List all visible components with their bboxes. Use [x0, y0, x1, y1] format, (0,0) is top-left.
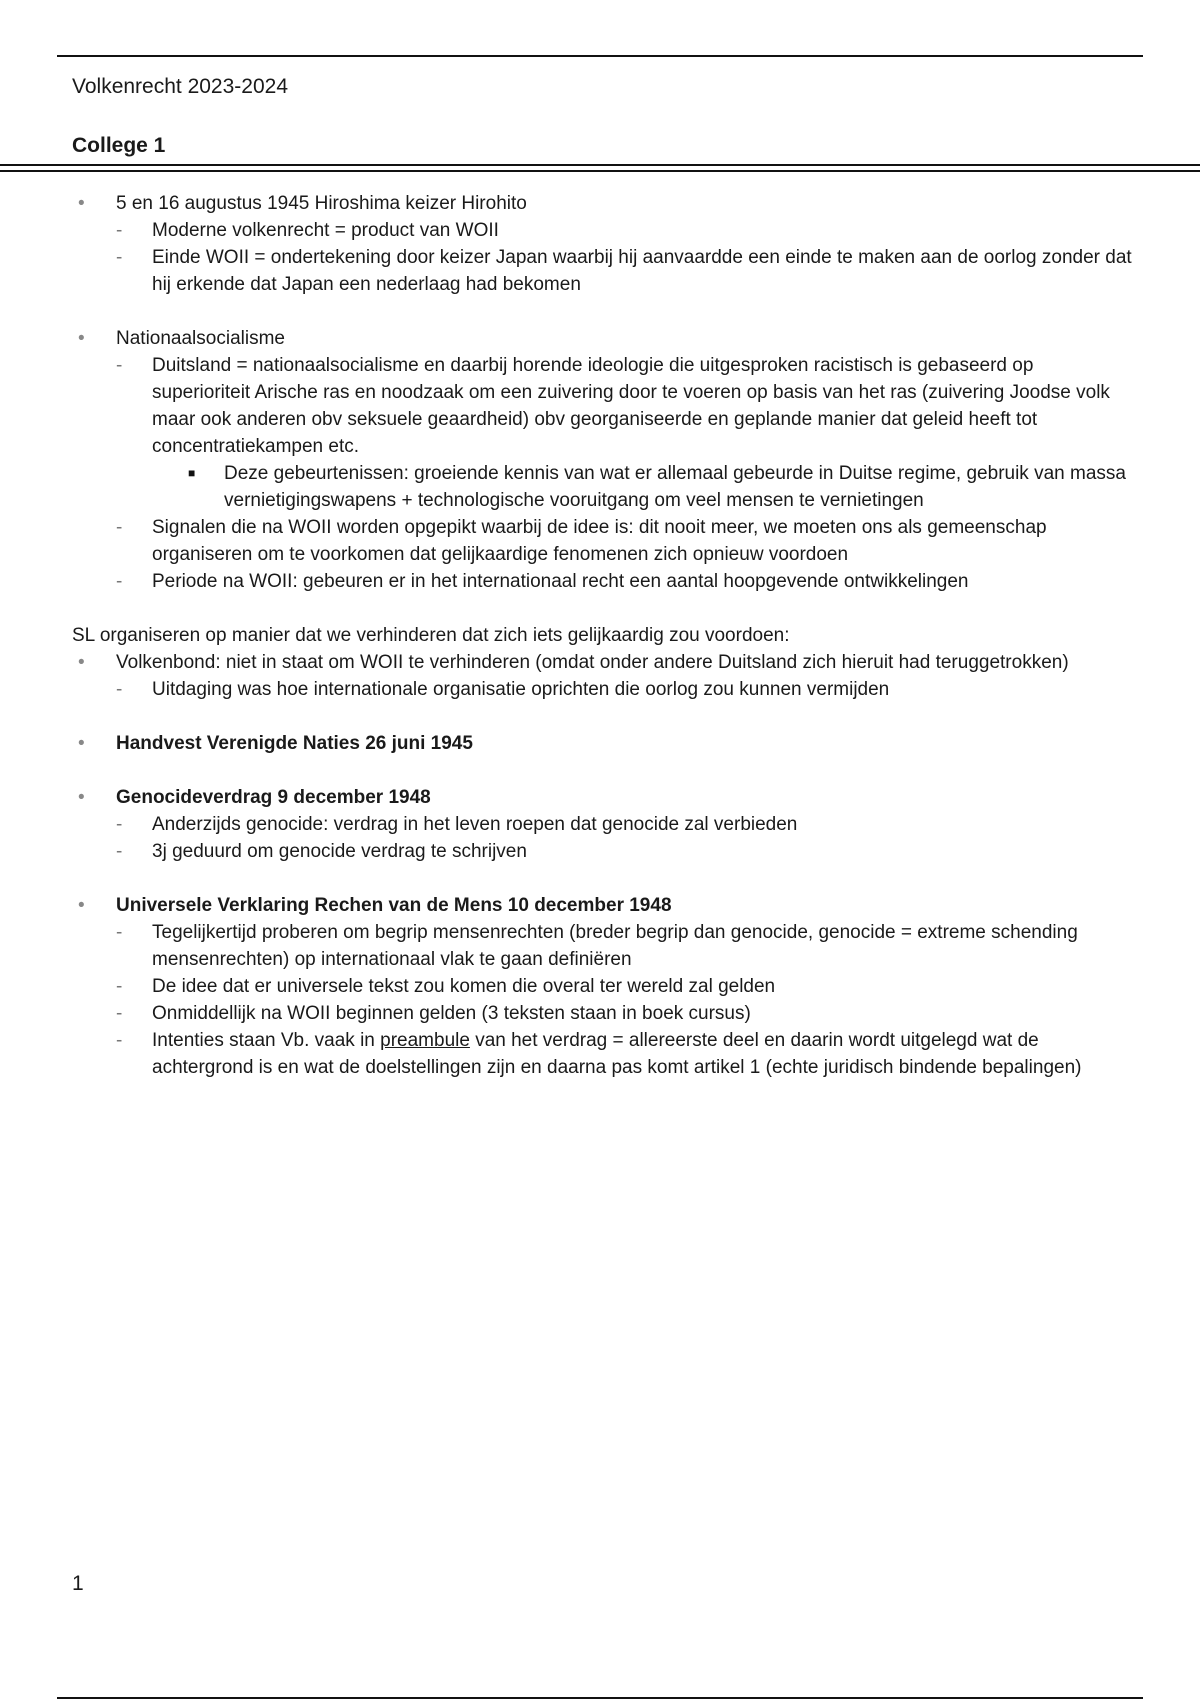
list-item: [72, 811, 1132, 838]
blank-line: [72, 703, 1132, 730]
dash-icon: -: [116, 571, 123, 592]
bullet-icon: •: [78, 652, 85, 673]
bottom-rule: [57, 1697, 1143, 1699]
page-number: 1: [72, 1572, 84, 1595]
dash-icon: -: [116, 814, 123, 835]
item-text: 3j geduurd om genocide verdrag te schrijven: [152, 841, 527, 862]
item-text: Moderne volkenrecht = product van WOII: [152, 220, 499, 241]
dash-icon: -: [116, 355, 123, 376]
blank-line: [72, 595, 1132, 622]
item-text: Tegelijkertijd proberen om begrip mensenrechten (breder begrip dan genocide, genocide = extreme schending mensenrechten) op internationaal vlak te gaan definiëren: [152, 922, 1078, 970]
item-text: 5 en 16 augustus 1945 Hiroshima keizer Hirohito: [116, 193, 527, 214]
dash-icon: -: [116, 841, 123, 862]
list-item: [72, 838, 1132, 865]
list-item: [72, 460, 1132, 514]
item-text: Duitsland = nationaalsocialisme en daarbij horende ideologie die uitgesproken racistisch is gebaseerd op superioriteit Arische ras en noodzaak om een zuivering door te voeren op basis van het ras (zuivering Joodse volk maar ook anderen obv seksuele geaardheid) obv georganiseerde en geplande manier dat geleid heeft tot concentratiekampen etc.: [152, 355, 1110, 457]
square-bullet-icon: ■: [188, 466, 196, 480]
list-item: [72, 649, 1132, 676]
blank-line: [72, 865, 1132, 892]
list-item: [72, 514, 1132, 568]
dash-icon: -: [116, 220, 123, 241]
dash-icon: -: [116, 517, 123, 538]
item-text: Handvest Verenigde Naties 26 juni 1945: [116, 733, 473, 754]
dash-icon: -: [116, 1003, 123, 1024]
bullet-icon: •: [78, 895, 85, 916]
list-item: [72, 244, 1132, 298]
item-text: Einde WOII = ondertekening door keizer Japan waarbij hij aanvaardde een einde te maken aan de oorlog zonder dat hij erkende dat Japan een nederlaag had bekomen: [152, 247, 1132, 295]
item-text: Nationaalsocialisme: [116, 328, 285, 349]
dash-icon: -: [116, 247, 123, 268]
list-item: [72, 352, 1132, 460]
item-text: Volkenbond: niet in staat om WOII te verhinderen (omdat onder andere Duitsland zich hieruit had teruggetrokken): [116, 652, 1069, 673]
list-item: [72, 892, 1132, 919]
item-text: Universele Verklaring Rechen van de Mens 10 december 1948: [116, 895, 672, 916]
document-title: Volkenrecht 2023-2024: [72, 75, 288, 98]
item-text: Periode na WOII: gebeuren er in het internationaal recht een aantal hoopgevende ontwikkelingen: [152, 571, 969, 592]
bullet-icon: •: [78, 193, 85, 214]
list-item: [72, 784, 1132, 811]
dash-icon: -: [116, 976, 123, 997]
bullet-icon: •: [78, 328, 85, 349]
document-body: [72, 190, 1132, 1081]
list-item: [72, 730, 1132, 757]
blank-line: [72, 298, 1132, 325]
item-text: SL organiseren op manier dat we verhinderen dat zich iets gelijkaardig zou voordoen:: [72, 625, 790, 646]
paragraph: [72, 622, 1132, 649]
bullet-icon: •: [78, 733, 85, 754]
list-item: [72, 217, 1132, 244]
list-item: [72, 190, 1132, 217]
bullet-icon: •: [78, 787, 85, 808]
item-text: Intenties staan Vb. vaak in preambule van het verdrag = allereerste deel en daarin wordt uitgelegd wat de achtergrond is en wat de doelstellingen zijn en daarna pas komt artikel 1 (echte juridisch bindende bepalingen): [152, 1030, 1082, 1078]
list-item: [72, 325, 1132, 352]
list-item: [72, 973, 1132, 1000]
item-text: Signalen die na WOII worden opgepikt waarbij de idee is: dit nooit meer, we moeten ons als gemeenschap organiseren om te voorkomen dat gelijkaardige fenomenen zich opnieuw voordoen: [152, 517, 1047, 565]
heading-rule-upper: [0, 164, 1200, 166]
list-item: [72, 568, 1132, 595]
item-text: Anderzijds genocide: verdrag in het leven roepen dat genocide zal verbieden: [152, 814, 798, 835]
list-item: [72, 1027, 1132, 1081]
dash-icon: -: [116, 1030, 123, 1051]
list-item: [72, 919, 1132, 973]
college-heading: College 1: [72, 134, 166, 157]
top-rule: [57, 55, 1143, 57]
dash-icon: -: [116, 679, 123, 700]
list-item: [72, 676, 1132, 703]
dash-icon: -: [116, 922, 123, 943]
heading-rule-lower: [0, 170, 1200, 172]
item-text: Deze gebeurtenissen: groeiende kennis van wat er allemaal gebeurde in Duitse regime, gebruik van massa vernietigingswapens + technologische vooruitgang om veel mensen te vernietingen: [224, 463, 1126, 511]
underlined-term: preambule: [380, 1030, 470, 1051]
list-item: [72, 1000, 1132, 1027]
item-text: De idee dat er universele tekst zou komen die overal ter wereld zal gelden: [152, 976, 776, 997]
item-text: Onmiddellijk na WOII beginnen gelden (3 teksten staan in boek cursus): [152, 1003, 751, 1024]
blank-line: [72, 757, 1132, 784]
item-text: Genocideverdrag 9 december 1948: [116, 787, 431, 808]
item-text: Uitdaging was hoe internationale organisatie oprichten die oorlog zou kunnen vermijden: [152, 679, 890, 700]
